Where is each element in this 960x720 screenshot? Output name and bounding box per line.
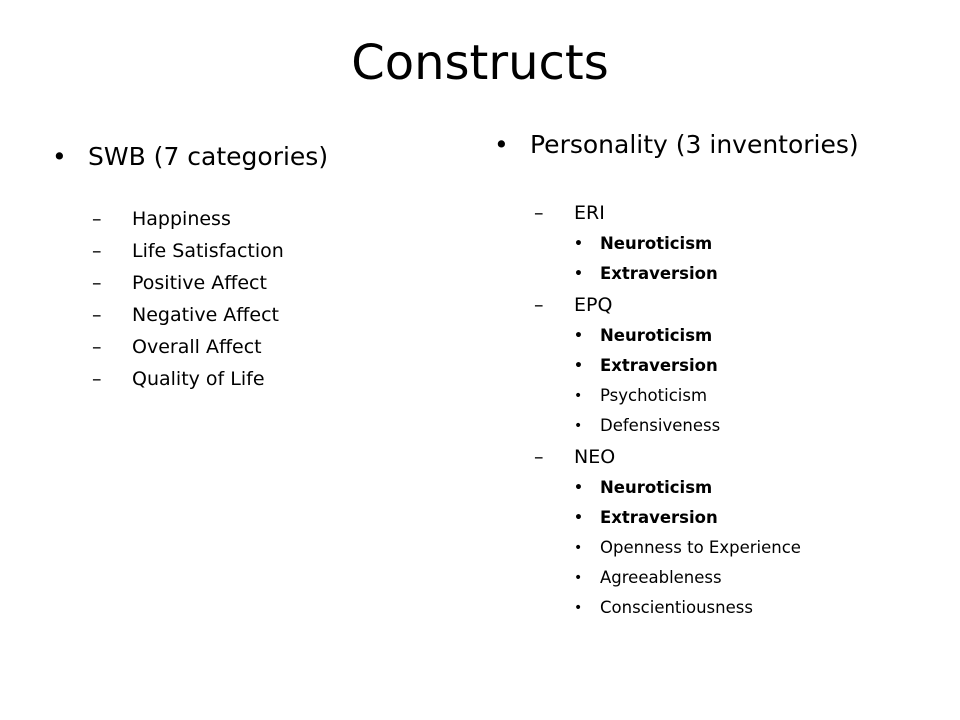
dash-icon: – — [534, 446, 544, 468]
trait-label: Openness to Experience — [600, 538, 801, 557]
personality-heading-item — [494, 123, 924, 167]
trait-label: Conscientiousness — [600, 598, 753, 617]
trait-item — [574, 381, 924, 411]
trait-label: Neuroticism — [600, 326, 713, 345]
dash-icon: – — [92, 240, 102, 262]
swb-category-label: Quality of Life — [132, 368, 265, 390]
bullet-icon: • — [52, 142, 67, 171]
trait-label: Neuroticism — [600, 234, 713, 253]
bullet-icon: • — [574, 540, 583, 556]
bullet-icon: • — [574, 236, 583, 252]
swb-category-item — [92, 363, 452, 395]
swb-category-label: Happiness — [132, 208, 231, 230]
trait-label: Extraversion — [600, 508, 718, 527]
dash-icon: – — [92, 304, 102, 326]
swb-category-item — [92, 331, 452, 363]
dash-icon: – — [92, 368, 102, 390]
bullet-icon: • — [574, 388, 583, 404]
bullet-icon: • — [574, 570, 583, 586]
trait-label: Extraversion — [600, 264, 718, 283]
trait-item — [574, 563, 924, 593]
neo-trait-list — [574, 473, 924, 623]
bullet-icon: • — [574, 510, 583, 526]
dash-icon: – — [534, 202, 544, 224]
inventory-list — [534, 197, 924, 623]
swb-heading: SWB (7 categories) — [88, 142, 329, 171]
trait-label: Agreeableness — [600, 568, 722, 587]
inventory-label: NEO — [574, 446, 616, 468]
personality-column — [494, 123, 924, 623]
trait-item — [574, 411, 924, 441]
trait-label: Extraversion — [600, 356, 718, 375]
eri-trait-list — [574, 229, 924, 289]
bullet-icon: • — [574, 480, 583, 496]
trait-item — [574, 229, 924, 259]
epq-trait-list — [574, 321, 924, 441]
swb-category-item — [92, 299, 452, 331]
trait-item — [574, 351, 924, 381]
bullet-icon: • — [574, 358, 583, 374]
swb-category-item — [92, 235, 452, 267]
trait-label: Psychoticism — [600, 386, 708, 405]
trait-item — [574, 473, 924, 503]
inventory-neo — [534, 441, 924, 473]
swb-category-item — [92, 203, 452, 235]
bullet-icon: • — [574, 600, 583, 616]
trait-label: Defensiveness — [600, 416, 721, 435]
bullet-icon: • — [574, 266, 583, 282]
bullet-icon: • — [494, 130, 509, 159]
trait-item — [574, 593, 924, 623]
trait-item — [574, 503, 924, 533]
slide-title: Constructs — [351, 35, 609, 91]
swb-category-label: Overall Affect — [132, 336, 262, 358]
trait-item — [574, 259, 924, 289]
swb-category-list — [92, 203, 452, 395]
swb-category-item — [92, 267, 452, 299]
swb-category-label: Positive Affect — [132, 272, 267, 294]
dash-icon: – — [92, 208, 102, 230]
swb-category-label: Negative Affect — [132, 304, 279, 326]
trait-item — [574, 321, 924, 351]
inventory-label: ERI — [574, 202, 605, 224]
bullet-icon: • — [574, 328, 583, 344]
inventory-label: EPQ — [574, 294, 613, 316]
inventory-epq — [534, 289, 924, 321]
dash-icon: – — [534, 294, 544, 316]
bullet-icon: • — [574, 418, 583, 434]
dash-icon: – — [92, 336, 102, 358]
inventory-eri — [534, 197, 924, 229]
trait-label: Neuroticism — [600, 478, 713, 497]
swb-category-label: Life Satisfaction — [132, 240, 284, 262]
swb-heading-item — [52, 135, 452, 179]
personality-heading: Personality (3 inventories) — [530, 130, 859, 159]
swb-column — [52, 135, 452, 395]
dash-icon: – — [92, 272, 102, 294]
trait-item — [574, 533, 924, 563]
